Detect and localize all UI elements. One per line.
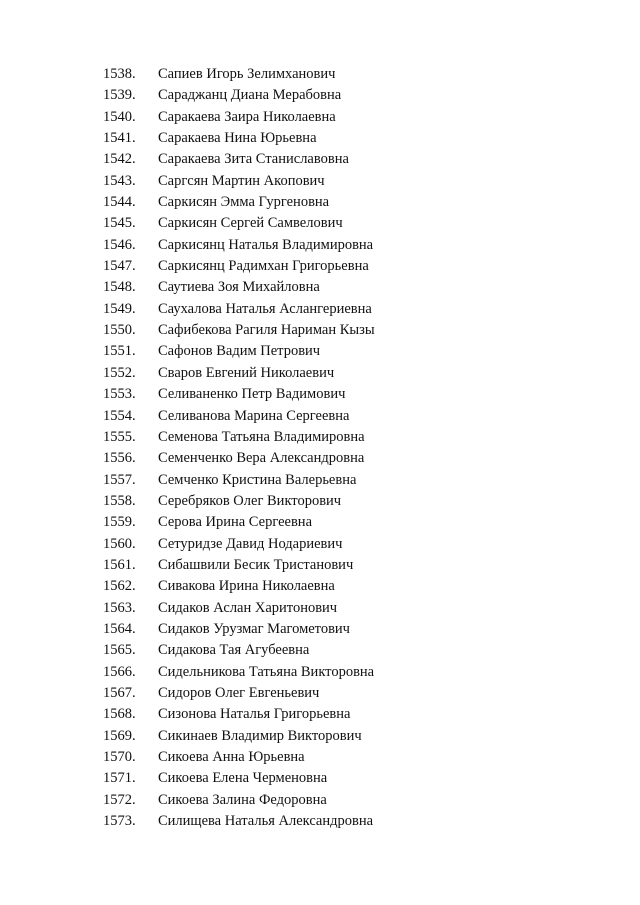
entry-name: Саракаева Нина Юрьевна bbox=[158, 130, 317, 147]
entry-name: Сетуридзе Давид Нодариевич bbox=[158, 535, 343, 552]
entry-number: 1542. bbox=[103, 151, 136, 168]
entry-name: Силищева Наталья Александровна bbox=[158, 813, 374, 830]
list-item bbox=[0, 256, 640, 277]
list-item bbox=[0, 448, 640, 469]
entry-number: 1564. bbox=[103, 620, 136, 637]
entry-number: 1562. bbox=[103, 578, 136, 595]
entry-number: 1543. bbox=[103, 172, 136, 189]
entry-name: Серова Ирина Сергеевна bbox=[158, 514, 313, 531]
entry-number: 1572. bbox=[103, 791, 136, 808]
entry-number: 1566. bbox=[103, 663, 136, 680]
entry-name: Сидаков Урузмаг Магометович bbox=[158, 620, 350, 637]
list-item bbox=[0, 470, 640, 491]
list-item bbox=[0, 619, 640, 640]
entry-number: 1551. bbox=[103, 343, 136, 360]
entry-number: 1558. bbox=[103, 492, 136, 509]
entry-number: 1570. bbox=[103, 749, 136, 765]
entry-name: Сидельникова Татьяна Викторовна bbox=[158, 663, 375, 680]
entry-name: Сваров Евгений Николаевич bbox=[158, 364, 335, 381]
list-item bbox=[0, 406, 640, 427]
list-item bbox=[0, 768, 640, 789]
list-item bbox=[0, 640, 640, 661]
entry-name: Семенова Татьяна Владимировна bbox=[158, 428, 365, 445]
entry-number: 1561. bbox=[103, 556, 136, 573]
list-item bbox=[0, 747, 640, 768]
entry-name: Сибашвили Бесик Тристанович bbox=[158, 556, 354, 573]
entry-number: 1545. bbox=[103, 215, 136, 232]
list-item bbox=[0, 811, 640, 832]
entry-name: Саухалова Наталья Аслангериевна bbox=[158, 300, 372, 317]
entry-number: 1547. bbox=[103, 258, 136, 275]
entry-name: Сафибекова Рагиля Нариман Кызы bbox=[158, 322, 375, 339]
list-item bbox=[0, 384, 640, 405]
list-item bbox=[0, 85, 640, 106]
list-item bbox=[0, 107, 640, 128]
entry-number: 1571. bbox=[103, 770, 136, 787]
entry-number: 1555. bbox=[103, 428, 136, 445]
entry-number: 1553. bbox=[103, 386, 136, 403]
entry-name: Сикоева Залина Федоровна bbox=[158, 791, 327, 808]
entry-number: 1540. bbox=[103, 108, 136, 125]
list-item bbox=[0, 704, 640, 725]
entry-number: 1539. bbox=[103, 87, 136, 104]
entry-name: Сивакова Ирина Николаевна bbox=[158, 578, 335, 595]
entry-number: 1548. bbox=[103, 279, 136, 296]
entry-name: Сидаков Аслан Харитонович bbox=[158, 599, 338, 616]
list-item bbox=[0, 213, 640, 234]
entry-number: 1556. bbox=[103, 450, 136, 467]
entry-name: Сараджанц Диана Мерабовна bbox=[158, 87, 342, 104]
entry-name: Саргсян Мартин Акопович bbox=[158, 172, 325, 189]
list-item bbox=[0, 128, 640, 149]
list-item bbox=[0, 192, 640, 213]
entry-name: Сафонов Вадим Петрович bbox=[158, 343, 321, 360]
list-item bbox=[0, 555, 640, 576]
list-item bbox=[0, 320, 640, 341]
entry-number: 1552. bbox=[103, 364, 136, 381]
list-item bbox=[0, 534, 640, 555]
entry-number: 1568. bbox=[103, 706, 136, 723]
entry-name: Сидоров Олег Евгеньевич bbox=[158, 684, 320, 701]
entry-name: Селиванова Марина Сергеевна bbox=[158, 407, 350, 424]
list-item bbox=[0, 277, 640, 298]
entry-name: Сикоева Елена Черменовна bbox=[158, 770, 328, 787]
entry-name: Саракаева Заира Николаевна bbox=[158, 108, 336, 125]
entry-number: 1567. bbox=[103, 684, 136, 701]
entry-name: Сикоева Анна Юрьевна bbox=[158, 749, 305, 765]
list-item bbox=[0, 598, 640, 619]
entry-name: Селиваненко Петр Вадимович bbox=[158, 386, 346, 403]
entry-name: Сизонова Наталья Григорьевна bbox=[158, 706, 351, 723]
list-item bbox=[0, 299, 640, 320]
entry-name: Саракаева Зита Станиславовна bbox=[158, 151, 349, 168]
entry-number: 1538. bbox=[103, 66, 136, 82]
list-item bbox=[0, 491, 640, 512]
list-item bbox=[0, 576, 640, 597]
list-item bbox=[0, 683, 640, 704]
list-item bbox=[0, 64, 640, 85]
entry-name: Саркисян Сергей Самвелович bbox=[158, 215, 343, 232]
entry-number: 1541. bbox=[103, 130, 136, 147]
entry-name: Сидакова Тая Агубеевна bbox=[158, 642, 310, 659]
entry-number: 1557. bbox=[103, 471, 136, 488]
entry-number: 1573. bbox=[103, 813, 136, 830]
entry-name: Сапиев Игорь Зелимханович bbox=[158, 66, 336, 82]
entry-number: 1565. bbox=[103, 642, 136, 659]
list-item bbox=[0, 790, 640, 811]
entry-number: 1544. bbox=[103, 194, 136, 211]
entry-name: Саркисян Эмма Гургеновна bbox=[158, 194, 330, 211]
entry-number: 1569. bbox=[103, 727, 136, 744]
name-list bbox=[0, 64, 640, 832]
list-item bbox=[0, 363, 640, 384]
list-item bbox=[0, 662, 640, 683]
list-item bbox=[0, 512, 640, 533]
entry-name: Саутиева Зоя Михайловна bbox=[158, 279, 320, 296]
entry-name: Саркисянц Наталья Владимировна bbox=[158, 236, 374, 253]
entry-number: 1563. bbox=[103, 599, 136, 616]
list-item bbox=[0, 149, 640, 170]
entry-number: 1549. bbox=[103, 300, 136, 317]
entry-name: Сикинаев Владимир Викторович bbox=[158, 727, 362, 744]
list-item bbox=[0, 726, 640, 747]
list-item bbox=[0, 235, 640, 256]
entry-number: 1554. bbox=[103, 407, 136, 424]
list-item bbox=[0, 171, 640, 192]
entry-name: Саркисянц Радимхан Григорьевна bbox=[158, 258, 369, 275]
entry-name: Серебряков Олег Викторович bbox=[158, 492, 342, 509]
list-item bbox=[0, 427, 640, 448]
entry-number: 1546. bbox=[103, 236, 136, 253]
entry-number: 1560. bbox=[103, 535, 136, 552]
entry-number: 1550. bbox=[103, 322, 136, 339]
entry-name: Семенченко Вера Александровна bbox=[158, 450, 365, 467]
entry-name: Семченко Кристина Валерьевна bbox=[158, 471, 357, 488]
entry-number: 1559. bbox=[103, 514, 136, 531]
list-item bbox=[0, 341, 640, 362]
